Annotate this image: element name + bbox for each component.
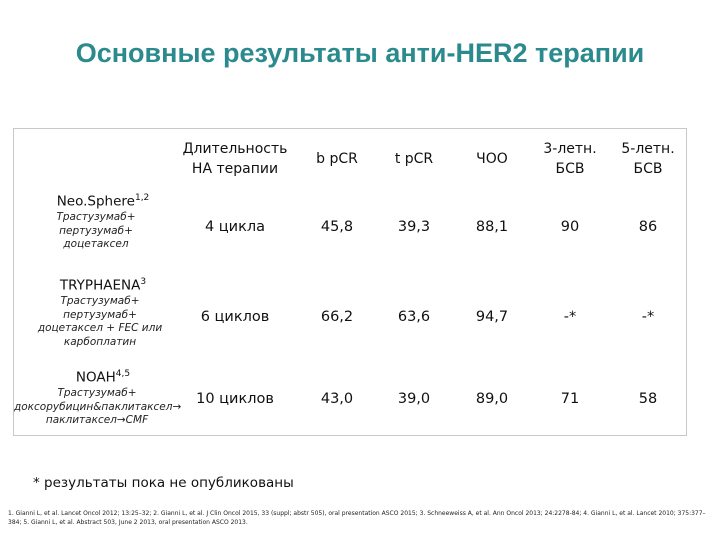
cell-bpcr: 43,0 — [320, 391, 354, 407]
header-duration: Длительность НА терапии — [182, 141, 288, 177]
cell-dfs5: 58 — [638, 391, 658, 407]
references: 1. Gianni L, et al. Lancet Oncol 2012; 13:25–32; 2. Gianni L, et al. J Clin Oncol 2015, 33 (suppl; abstr 505), oral presentation ASCO 2015; 3. Schneeweiss A, et al. Ann Oncol 2013; 24:2278-84; 4. Gianni L, et al. Lancet 2010; 375:377–384; 5. Gianni L, et al. Abstract 503, June 2 2013, oral presentation ASCO 2013. — [8, 510, 706, 526]
header-dfs5: 5-летн. БСВ — [621, 141, 675, 177]
trial-ref: 3 — [140, 277, 147, 287]
cell-orr: 88,1 — [475, 219, 509, 235]
cell-tpcr: 39,3 — [397, 219, 431, 235]
header-dfs3: 3-летн. БСВ — [543, 141, 597, 177]
trial-ref: 4,5 — [115, 369, 131, 379]
header-bpcr: b pCR — [316, 151, 358, 167]
cell-duration: 10 циклов — [196, 391, 274, 407]
cell-tpcr: 63,6 — [397, 309, 431, 325]
slide-title: Основные результаты анти-HER2 терапии — [75, 38, 645, 68]
trial-regimen: Трастузумаб+ доксорубицин&паклитаксел→ паклитаксел→CMF — [14, 387, 182, 426]
footnote: * результаты пока не опубликованы — [33, 475, 294, 491]
cell-dfs5: -* — [641, 309, 655, 325]
trial-name — [14, 193, 192, 210]
cell-orr: 89,0 — [475, 391, 509, 407]
results-table — [13, 128, 687, 436]
trial-name-text: TRYPHAENA — [59, 277, 141, 294]
trial-name-text: Neo.Sphere — [56, 193, 135, 210]
header-tpcr: t pCR — [394, 151, 434, 167]
trial-regimen: Трастузумаб+ пертузумаб+ доцетаксел — [56, 211, 136, 250]
cell-dfs5: 86 — [638, 219, 658, 235]
cell-duration: 4 цикла — [204, 219, 266, 235]
trial-ref: 1,2 — [134, 193, 150, 203]
cell-dfs3: 90 — [560, 219, 580, 235]
cell-dfs3: -* — [563, 309, 577, 325]
cell-tpcr: 39,0 — [397, 391, 431, 407]
trial-name-text: NOAH — [75, 369, 116, 386]
header-orr: ЧОО — [476, 151, 508, 167]
cell-orr: 94,7 — [475, 309, 509, 325]
cell-duration: 6 циклов — [200, 309, 270, 325]
trial-name — [14, 277, 192, 294]
trial-regimen: Трастузумаб+ пертузумаб+ доцетаксел + FEC или карбоплатин — [37, 295, 163, 348]
trial-name — [14, 369, 192, 386]
cell-bpcr: 45,8 — [320, 219, 354, 235]
cell-dfs3: 71 — [560, 391, 580, 407]
cell-bpcr: 66,2 — [320, 309, 354, 325]
